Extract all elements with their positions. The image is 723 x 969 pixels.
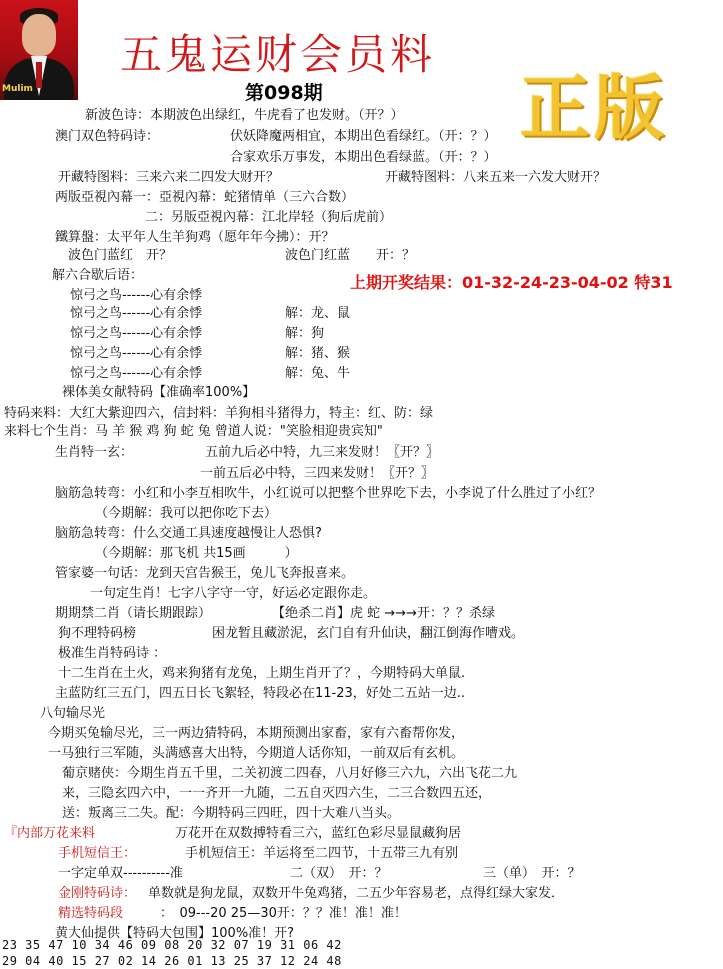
authentic-stamp: 正版 bbox=[520, 67, 668, 149]
face-shape bbox=[22, 14, 56, 56]
number-row-2: 29 04 40 15 27 02 14 26 01 13 25 37 12 24 48 bbox=[2, 954, 342, 968]
selected-range-label: 精选特码段 bbox=[58, 906, 124, 921]
eight-lines-1: 今期买兔输尽光，三一两边猜特码，本期预测出家畜，家有六畜帮你发， bbox=[48, 726, 465, 741]
idiom-answer-3: 解：狗 bbox=[285, 326, 325, 341]
wave-door-blue-red: 波色门蓝红 开？ bbox=[68, 248, 173, 263]
idiom-line-3: 惊弓之鸟------心有余悸 bbox=[70, 326, 203, 341]
internal-flowers-label: 『内部万花来料 bbox=[4, 826, 96, 841]
idiom-answer-4: 解：猪、猴 bbox=[285, 346, 351, 361]
page-title: 五鬼运财会员料 bbox=[120, 30, 436, 79]
zodiac-poem-line-1: 十二生肖在土火，鸡来狗猪有龙兔，上期生肖开了？，今期特码大单鼠. bbox=[58, 666, 466, 681]
idiom-answer-2: 解：龙、鼠 bbox=[285, 306, 351, 321]
idiom-line-5: 惊弓之鸟------心有余悸 bbox=[70, 366, 203, 381]
last-draw-result: 上期开奖结果：01-32-24-23-04-02 特31 bbox=[350, 273, 673, 292]
idiom-line-2: 惊弓之鸟------心有余悸 bbox=[70, 306, 203, 321]
casino-hero-2: 来，三隐玄四六中，一一齐开一九随，二五自灭四六生，二三合数四五还， bbox=[62, 786, 492, 801]
sms-king-line: 手机短信王：羊运将至二四节，十五带三九有别 bbox=[185, 846, 459, 861]
casino-hero-3: 送：叛离三二失。配：今期特码三四旺，四十大难八当头。 bbox=[62, 806, 401, 821]
diamond-poem-line: 单数就是狗龙鼠，双数开牛兔鸡猪，二五少年容易老，点得红绿大家发． bbox=[148, 886, 565, 901]
atv-insider-1: 两版亞視內幕一：亞視內幕：蛇猪情单（三六合数） bbox=[55, 190, 355, 205]
sms-king-label: 手机短信王： bbox=[58, 846, 137, 861]
odd-even-label: 一字定单双----------准 bbox=[58, 866, 183, 881]
internal-flowers-line: 万花开在双数搏特看三六，蓝红色彩尽显鼠藏狗居 bbox=[175, 826, 462, 841]
diamond-poem-label: 金刚特码诗： bbox=[58, 886, 137, 901]
hidden-chart-1: 开藏特图料：三来六来二四发大财开？ bbox=[58, 170, 280, 185]
accuracy-line: 裸体美女献特码【准确率100%】 bbox=[62, 385, 256, 400]
macau-color-label: 澳门双色特码诗： bbox=[55, 129, 160, 144]
macau-color-line-1: 伏妖降魔两相宜，本期出色看绿红。（开：？） bbox=[230, 129, 497, 144]
wong-tai-sin-line: 黄大仙提供【特码大包围】100%准！开? bbox=[55, 926, 295, 941]
special-code-source: 特码来料：大红大紫迎四六，信封料：羊狗相斗猪得力，特主：红、防：绿 bbox=[4, 406, 434, 421]
hidden-chart-2: 开藏特图料：八来五来一六发大财开？ bbox=[385, 170, 607, 185]
issue-number: 第098期 bbox=[245, 82, 323, 104]
zodiac-xuan-label: 生肖特一玄： bbox=[55, 445, 134, 460]
seven-zodiac-line: 来料七个生肖：马 羊 猴 鸡 狗 蛇 兔 曾道人说："笑脸相迎贵宾知" bbox=[4, 424, 383, 439]
idiom-line-4: 惊弓之鸟------心有余悸 bbox=[70, 346, 203, 361]
riddle-1: 脑筋急转弯：小红和小李互相吹牛，小红说可以把整个世界吃下去，小李说了什么胜过了小红？ bbox=[55, 486, 602, 501]
tie-shape bbox=[36, 62, 42, 88]
riddle-1-answer: （今期解：我可以把你吃下去） bbox=[95, 506, 278, 521]
odd-even-three: 三（单） 开：？ bbox=[483, 866, 581, 881]
author-photo bbox=[0, 0, 78, 100]
wave-color-poem: 新波色诗：本期波色出绿红，牛虎看了也发财。（开？） bbox=[85, 108, 404, 123]
kill-two-zodiacs: 【绝杀二肖】虎 蛇 →→→开：？？杀绿 bbox=[272, 606, 495, 621]
zodiac-saying: 一句定生肖！七字八字守一守，好运必定跟你走。 bbox=[90, 586, 377, 601]
zodiac-xuan-line-1: 五前九后必中特，九三来发财！〖开？〗 bbox=[205, 445, 440, 460]
dog-ignore-list: 狗不理特码榜 bbox=[58, 626, 137, 641]
banned-zodiacs-label: 期期禁二肖（请长期跟踪） bbox=[55, 606, 212, 621]
zodiac-xuan-line-2: 一前五后必中特，三四来发财！〖开？〗 bbox=[200, 466, 435, 481]
number-row-1: 23 35 47 10 34 46 09 08 20 32 07 19 31 06 42 bbox=[2, 938, 342, 952]
eight-lines-label: 八句输尽光 bbox=[40, 706, 106, 721]
wave-door-red-blue: 波色门红蓝 开：？ bbox=[285, 248, 416, 263]
casino-hero-1: 葡京赌侠：今期生肖五千里，二关初渡二四春，八月好修三六九，六出飞花二九 bbox=[62, 766, 518, 781]
zodiac-poem-label: 极准生肖特码诗 ： bbox=[58, 646, 167, 661]
riddle-2-answer: （今期解：那飞机 共15画 ） bbox=[95, 546, 298, 561]
macau-color-line-2: 合家欢乐万事发，本期出色看绿蓝。（开：？） bbox=[230, 150, 497, 165]
idiom-line-1: 惊弓之鸟------心有余悸 bbox=[70, 288, 203, 303]
dragon-poem: 困龙暂且藏淤泥，玄门自有升仙诀，翻江倒海作嘈戏。 bbox=[212, 626, 525, 641]
eight-lines-2: 一马独行三军随，头满感喜大出特，今期道人话你知，一前双后有玄机。 bbox=[48, 746, 465, 761]
atv-insider-2: 二：另版亞視內幕：江北岸轻（狗后虎前） bbox=[145, 210, 393, 225]
photo-logo: Mulim bbox=[2, 84, 33, 94]
riddle-2: 脑筋急转弯：什么交通工具速度越慢让人恐惧? bbox=[55, 526, 322, 541]
idiom-answer-5: 解：兔、牛 bbox=[285, 366, 351, 381]
odd-even-two: 二（双） 开：？ bbox=[290, 866, 388, 881]
iron-abacus: 鐵算盤：太平年人生羊狗鸡（愿年年今拂）：开？ bbox=[55, 230, 335, 245]
idiom-label: 解六合歇后语： bbox=[52, 268, 144, 283]
housekeeper-saying: 管家婆一句话：龙到天宫告猴王，兔儿飞奔报喜来。 bbox=[55, 566, 355, 581]
zodiac-poem-line-2: 主蓝防红三五门，四五日长飞絮轻，特段必在11-23，好处二五站一边.. bbox=[55, 686, 466, 701]
selected-range-line: ： 09---20 25—30开：？？准！准！准！ bbox=[160, 906, 407, 921]
